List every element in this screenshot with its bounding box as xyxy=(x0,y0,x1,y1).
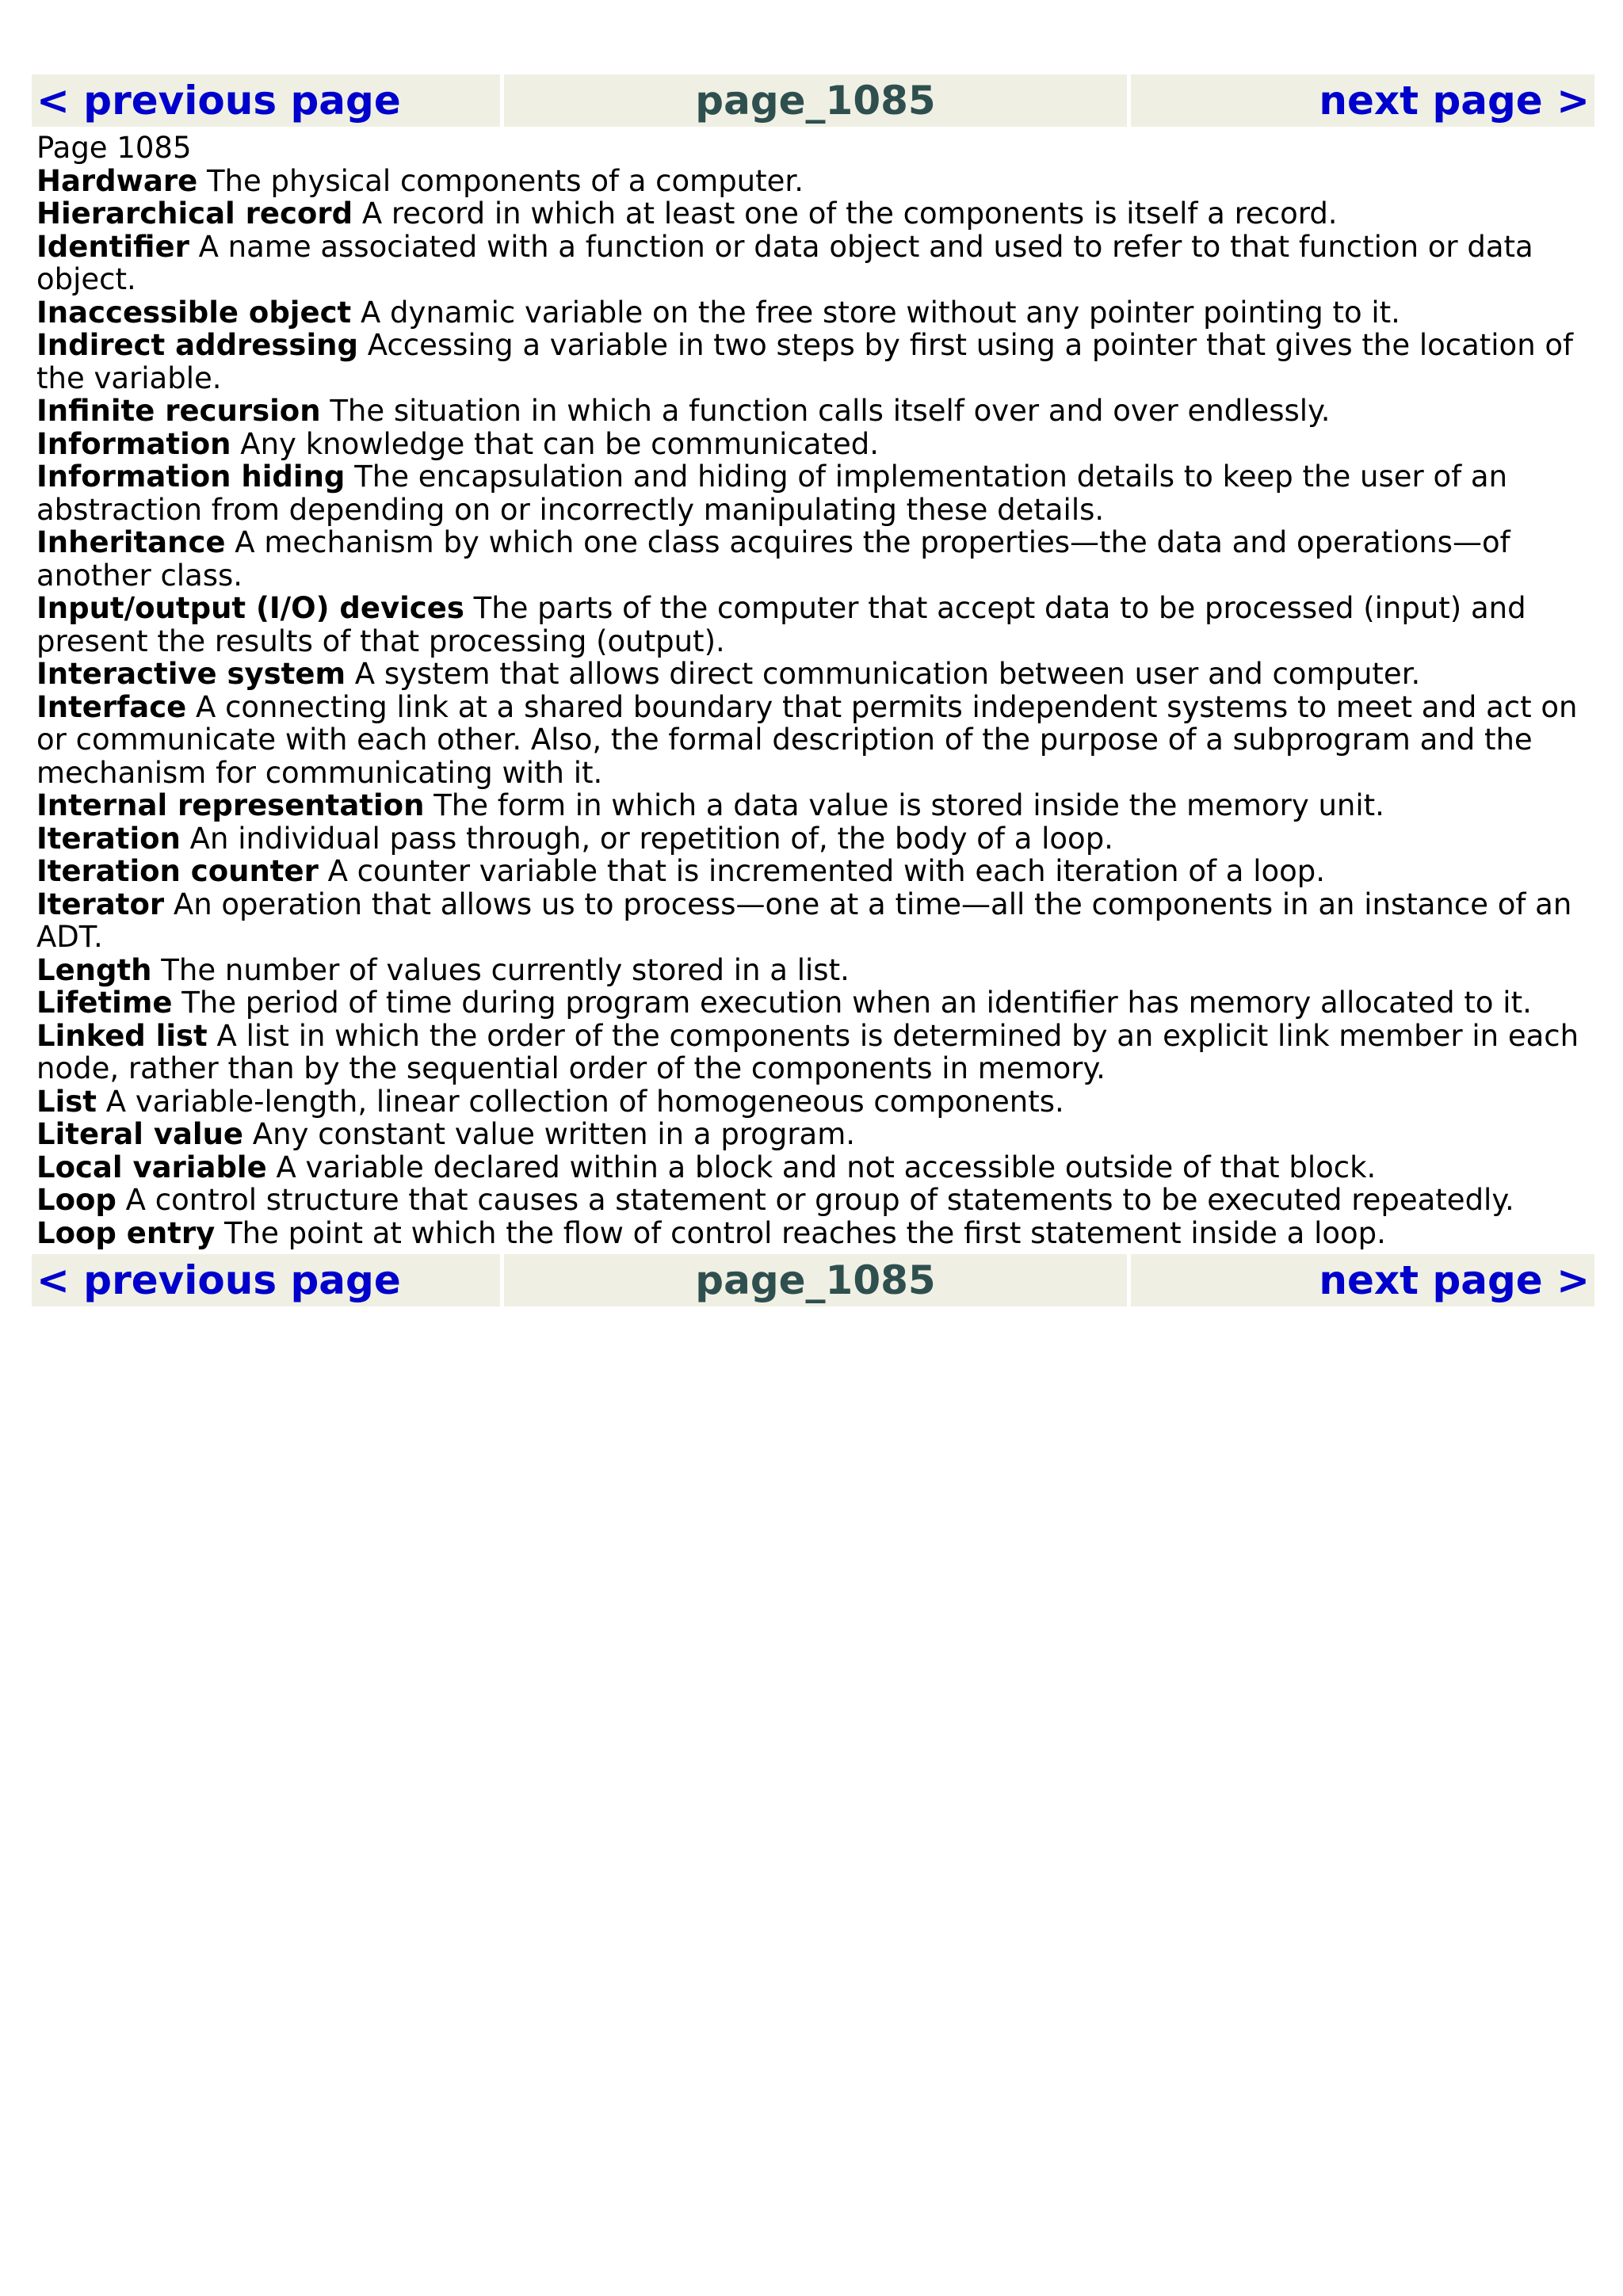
glossary-entry xyxy=(36,197,1590,231)
top-navigation-bar xyxy=(32,74,1594,127)
glossary-definition: A variable-length, linear collection of homogeneous components. xyxy=(105,1084,1064,1119)
glossary-definition: A variable declared within a block and not accessible outside of that block. xyxy=(276,1150,1377,1184)
glossary-term: Iterator xyxy=(36,887,165,921)
glossary-definition: The period of time during program execution when an identifier has memory allocated to it. xyxy=(181,986,1532,1020)
glossary-entry xyxy=(36,165,1590,198)
glossary-entry xyxy=(36,231,1590,296)
glossary-entry xyxy=(36,954,1590,987)
glossary-term: Hierarchical record xyxy=(36,196,353,231)
glossary-definition: The parts of the computer that accept data to be processed (input) and present the results of that processing (output). xyxy=(36,591,1526,658)
previous-page-link[interactable]: < previous page xyxy=(32,74,500,127)
glossary-term: Information xyxy=(36,426,231,461)
glossary-definition: A mechanism by which one class acquires the properties—the data and operations—of another class. xyxy=(36,525,1510,593)
glossary-definition: A name associated with a function or data object and used to refer to that function or data object. xyxy=(36,229,1533,296)
glossary-term: Infinite recursion xyxy=(36,394,321,428)
glossary-definition: A dynamic variable on the free store without any pointer pointing to it. xyxy=(360,295,1400,330)
glossary-term: Literal value xyxy=(36,1117,244,1151)
glossary-definition: A system that allows direct communication between user and computer. xyxy=(354,657,1421,691)
next-page-link[interactable]: next page > xyxy=(1131,74,1594,127)
glossary-term: Internal representation xyxy=(36,788,425,822)
glossary-term: Input/output (I/O) devices xyxy=(36,591,464,625)
glossary-term: Interactive system xyxy=(36,657,346,691)
glossary-term: Identifier xyxy=(36,229,189,264)
glossary-term: Iteration counter xyxy=(36,854,319,888)
glossary-entry xyxy=(36,329,1590,395)
glossary-entry xyxy=(36,592,1590,658)
glossary-content xyxy=(36,132,1590,1249)
glossary-entry xyxy=(36,822,1590,856)
glossary-entry xyxy=(36,691,1590,790)
glossary-definition: A list in which the order of the components is determined by an explicit link member in each node, rather than by the sequential order of the components in memory. xyxy=(36,1018,1579,1085)
glossary-entry xyxy=(36,428,1590,461)
glossary-term: Information hiding xyxy=(36,460,346,494)
bottom-navigation-bar xyxy=(32,1254,1594,1306)
glossary-entry xyxy=(36,460,1590,526)
glossary-entry xyxy=(36,658,1590,691)
glossary-entry xyxy=(36,1118,1590,1151)
glossary-entry xyxy=(36,1151,1590,1184)
glossary-term: List xyxy=(36,1084,97,1119)
glossary-definition: Any constant value written in a program. xyxy=(252,1117,856,1151)
glossary-entry xyxy=(36,1217,1590,1250)
glossary-entry xyxy=(36,395,1590,428)
glossary-definition: A record in which at least one of the components is itself a record. xyxy=(361,196,1338,231)
glossary-entry xyxy=(36,888,1590,954)
glossary-entry xyxy=(36,789,1590,822)
glossary-definition: The form in which a data value is stored inside the memory unit. xyxy=(433,788,1384,822)
glossary-definition: A counter variable that is incremented with each iteration of a loop. xyxy=(327,854,1326,888)
glossary-term: Linked list xyxy=(36,1018,208,1053)
glossary-term: Length xyxy=(36,952,152,987)
page-label: page_1085 xyxy=(504,74,1127,127)
glossary-definition: The point at which the flow of control reaches the first statement inside a loop. xyxy=(224,1215,1386,1250)
page-label: page_1085 xyxy=(504,1254,1127,1306)
glossary-term: Iteration xyxy=(36,821,181,856)
next-page-link[interactable]: next page > xyxy=(1131,1254,1594,1306)
glossary-definition: Accessing a variable in two steps by first using a pointer that gives the location of the variable. xyxy=(36,328,1574,395)
glossary-term: Local variable xyxy=(36,1150,267,1184)
page-container xyxy=(32,74,1594,1306)
glossary-entry xyxy=(36,855,1590,888)
glossary-definition: The encapsulation and hiding of implementation details to keep the user of an abstraction from depending on or incorrectly manipulating these details. xyxy=(36,460,1508,527)
glossary-term: Inaccessible object xyxy=(36,295,352,330)
glossary-definition: A control structure that causes a statement or group of statements to be executed repeatedly. xyxy=(125,1183,1514,1217)
glossary-definition: An individual pass through, or repetition of, the body of a loop. xyxy=(189,821,1113,856)
glossary-entry xyxy=(36,526,1590,592)
glossary-entry xyxy=(36,1184,1590,1217)
glossary-definition: An operation that allows us to process—one at a time—all the components in an instance of an ADT. xyxy=(36,887,1572,954)
glossary-term: Hardware xyxy=(36,163,198,198)
glossary-term: Indirect addressing xyxy=(36,328,358,362)
glossary-definition: The number of values currently stored in a list. xyxy=(161,952,850,987)
glossary-entry xyxy=(36,1020,1590,1085)
glossary-term: Loop xyxy=(36,1183,116,1217)
glossary-term: Interface xyxy=(36,689,187,724)
glossary-term: Loop entry xyxy=(36,1215,216,1250)
glossary-definition: A connecting link at a shared boundary that permits independent systems to meet and act on or communicate with each other. Also, the formal description of the purpose of a subprogram and the mechanism for communicating with it. xyxy=(36,689,1578,790)
glossary-entry xyxy=(36,1085,1590,1119)
glossary-term: Inheritance xyxy=(36,525,226,559)
glossary-definition: Any knowledge that can be communicated. xyxy=(240,426,879,461)
page-heading: Page 1085 xyxy=(36,131,192,165)
glossary-entry xyxy=(36,986,1590,1020)
glossary-definition: The situation in which a function calls itself over and over endlessly. xyxy=(330,394,1331,428)
previous-page-link[interactable]: < previous page xyxy=(32,1254,500,1306)
glossary-entry xyxy=(36,296,1590,330)
glossary-term: Lifetime xyxy=(36,986,173,1020)
glossary-definition: The physical components of a computer. xyxy=(206,163,804,198)
